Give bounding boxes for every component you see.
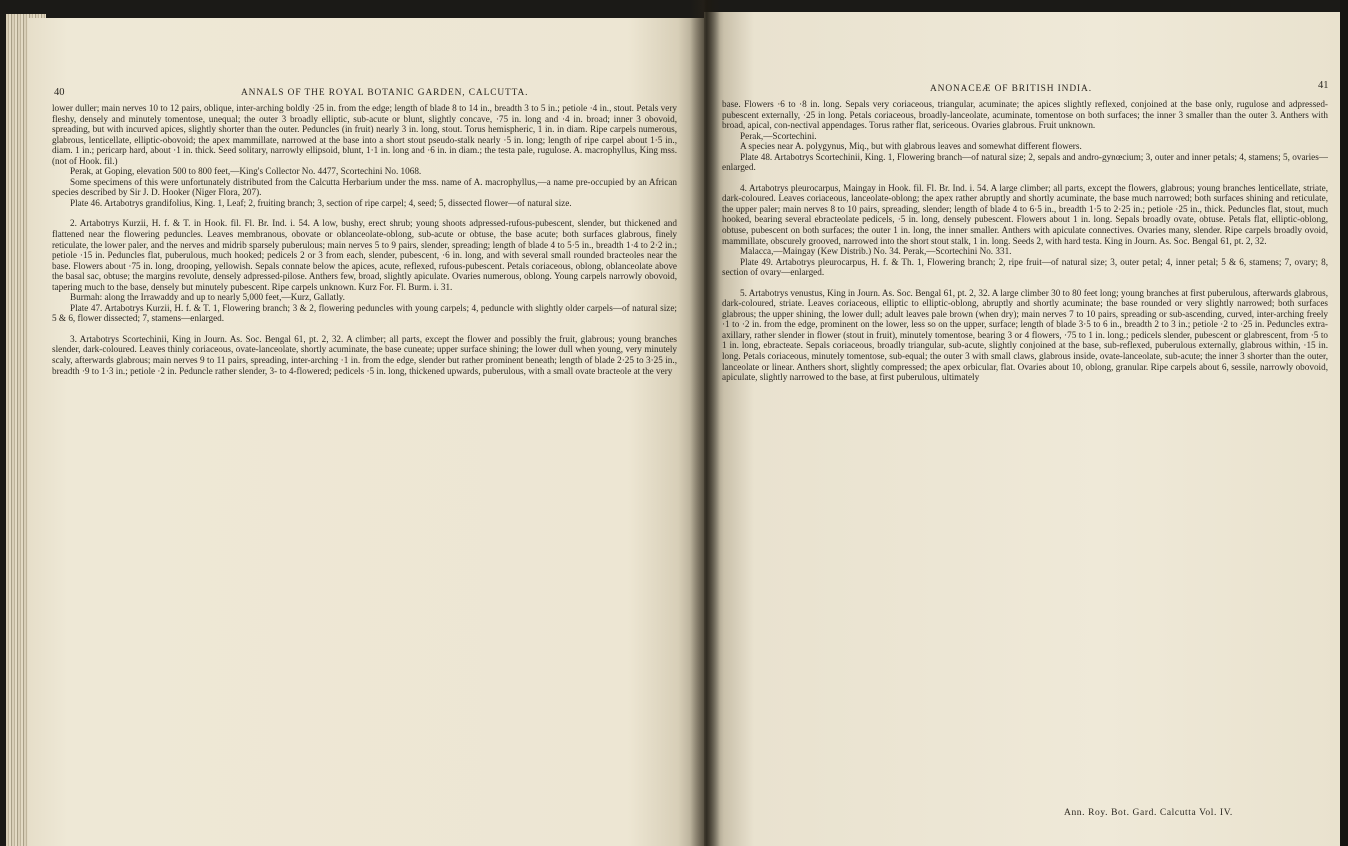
paragraph-r5: 4. Artabotrys pleurocarpus, Maingay in Hook. fil. Fl. Br. Ind. i. 54. A large climber; all parts, except the flowers, glabrous; young branches lenticellate, striate, dark-coloured. Leaves coriaceous, lanceolate-oblong; the apex rather abruptly and shortly acuminate, the base much narrowed; both surfaces shining and reticulate, the upper paler; main nerves 8 to 10 pairs, spreading, slender; length of blade 4 to 6·5 in., breadth 1·5 to 2·25 in.; petiole ·25 in., thick. Peduncles flat, stout, much hooked, bearing several ebracteolate pedicels, ·5 in. long, densely pubescent. Flowers about 1 in. long. Sepals broadly ovate, obtuse. Petals flat, elliptic-oblong, obtuse, pubescent on both surfaces; the outer 1 in. long, the inner smaller. Anthers with apiculate connectives. Ovaries many, slender. Ripe carpels broadly ovoid, mammillate, obscurely grooved, narrowed into the short stout stalk, 1 in. long. Seeds 2, with hard testa. King in Journ. As. Soc. Bengal 61, pt. 2, 32. bbox=[722, 182, 1328, 246]
paragraph-l8: 3. Artabotrys Scortechinii, King in Journ. As. Soc. Bengal 61, pt. 2, 32. A climber; all parts, except the flower and possibly the fruit, glabrous; young branches slender, dark-coloured. Leaves thinly coriaceous, ovate-lanceolate, shortly acuminate, the base cuneate; upper surface shining; the lower dull when young, very minutely scaly, afterwards glabrous; main nerves 9 to 11 pairs, spreading, inter-arching ·1 in. from the edge, slender but rather prominent beneath; length of blade 2·25 to 3·25 in., breadth ·9 to 1·3 in.; petiole ·2 in. Peduncle rather slender, 3- to 4-flowered; pedicels ·5 in. long, thickened upwards, puberulous, with a small ovate bracteole at the very bbox=[52, 333, 677, 376]
paragraph-gap bbox=[52, 324, 677, 334]
right-running-head: ANONACEÆ OF BRITISH INDIA. bbox=[930, 84, 1092, 94]
paragraph-r3: A species near A. polygynus, Miq., but with glabrous leaves and somewhat different flowers. bbox=[740, 141, 1082, 152]
paragraph-gap bbox=[722, 173, 1328, 183]
book-gutter-shadow bbox=[690, 0, 720, 846]
paragraph-r4: Plate 48. Artabotrys Scortechinii, King. 1, Flowering branch—of natural size; 2, sepals and andro-gynœcium; 3, outer and inner petals; 4, stamens; 5, ovaries—enlarged. bbox=[722, 151, 1328, 173]
right-scan-edge bbox=[1340, 0, 1348, 846]
paragraph-l6: Burmah: along the Irrawaddy and up to nearly 5,000 feet,—Kurz, Gallatly. bbox=[70, 292, 345, 303]
left-page-number: 40 bbox=[54, 87, 65, 98]
left-text-column bbox=[52, 103, 677, 376]
paragraph-l3: Some specimens of this were unfortunately distributed from the Calcutta Herbarium under the mss. name of A. macrophyllus,—a name pre-occupied by an African species described by Sir J. D. Hooker (Niger Flora, 207). bbox=[52, 176, 677, 198]
right-text-column bbox=[722, 99, 1328, 383]
left-running-head: ANNALS OF THE ROYAL BOTANIC GARDEN, CALCUTTA. bbox=[241, 88, 529, 98]
paragraph-r1: base. Flowers ·6 to ·8 in. long. Sepals very coriaceous, triangular, acuminate; the apices slightly reflexed, conjoined at the base only, rugulose and adpressed-pubescent externally, ·25 in long. Petals coriaceous, broadly-lanceolate, acuminate, tomentose on both surfaces; the inner 3 smaller than the outer 3. Anthers with broad, apical, con-nectival appendages. Torus rather flat, sericeous. Ovaries glabrous. Fruit unknown. bbox=[722, 99, 1328, 131]
paragraph-l7: Plate 47. Artabotrys Kurzii, H. f. & T. 1, Flowering branch; 3 & 2, flowering peduncles with young carpels; 4, peduncle with slightly older carpels—of natural size; 5 & 6, flower dissected; 7, stamens—enlarged. bbox=[52, 302, 677, 324]
right-page-number: 41 bbox=[1318, 80, 1329, 91]
volume-footer: Ann. Roy. Bot. Gard. Calcutta Vol. IV. bbox=[1064, 808, 1233, 818]
paragraph-l4: Plate 46. Artabotrys grandifolius, King. 1, Leaf; 2, fruiting branch; 3, section of ripe carpel; 4, seed; 5, dissected flower—of natural size. bbox=[70, 197, 572, 208]
paragraph-r2: Perak,—Scortechini. bbox=[740, 130, 817, 141]
paragraph-gap bbox=[52, 208, 677, 218]
paragraph-r8: 5. Artabotrys venustus, King in Journ. As. Soc. Bengal 61, pt. 2, 32. A large climber 30 to 80 feet long; young branches at first puberulous, afterwards glabrous, dark-coloured, striate. Leaves coriaceous, elliptic to elliptic-oblong, abruptly and shortly acuminate; the base rounded or very slightly narrowed; both surfaces glabrous; the upper shining, the lower dull; adult leaves pale brown (when dry); main nerves 7 to 10 pairs, spreading or sub-ascending, curved, inter-arching freely ·1 to ·2 in. from the edge, prominent on the lower, less so on the upper, surface; length of blade 3·5 to 6 in., breadth 2 to 3 in.; petiole ·2 to ·25 in. Peduncles extra-axillary, rather slender in flower (stout in fruit), minutely tomentose, bearing 3 or 4 flowers, ·75 to 1 in. long.; pedicels slender, pubescent or glabrescent, from ·5 to 1 in. long, ebracteate. Sepals coriaceous, broadly triangular, sub-acute, slightly conjoined at the base, sub-reflexed, puberulous externally, glabrous within, ·15 in. long. Petals coriaceous, minutely tomentose, sub-equal; the outer 3 with small claws, glabrous inside, ovate-lanceolate, sub-acute; the inner 3 shorter than the outer, lanceolate or linear. Anthers short, slightly compressed; the apex orbicular, flat. Ovaries about 10, oblong, granular. Ripe carpels about 6, sessile, narrowly obovoid, apiculate, slightly narrowed to the base, at first puberulous, ultimately bbox=[722, 287, 1328, 383]
paragraph-gap bbox=[722, 278, 1328, 288]
paragraph-r7: Plate 49. Artabotrys pleurocarpus, H. f. & Th. 1, Flowering branch; 2, ripe fruit—of natural size; 3, outer petal; 4, inner petal; 5 & 6, stamens; 7, ovary; 8, section of ovary—enlarged. bbox=[722, 256, 1328, 278]
paragraph-l1: lower duller; main nerves 10 to 12 pairs, oblique, inter-arching boldly ·25 in. from the edge; length of blade 8 to 14 in., breadth 3 to 5 in.; petiole ·4 in., stout. Petals very fleshy, densely and minutely tomentose, unequal; the outer 3 broadly elliptic, sub-acute or blunt, slightly concave, ·75 in. long and ·4 in. broad; inner 3 obovoid, spreading, but with incurved apices, slightly shorter than the outer. Peduncles (in fruit) nearly 3 in. long, stout. Torus hemispheric, 1 in. in diam. Ripe carpels numerous, glabrous, lenticellate, elliptic-obovoid; the apex mammillate, narrowed at the base into a short stout pseudo-stalk nearly ·5 in. long; length of ripe carpel about 1·5 in., diam. 1 in.; pericarp hard, about ·1 in. thick. Seed solitary, narrowly ellipsoid, blunt, 1·1 in. long and ·6 in. in diam.; the testa pale, rugulose. A. macrophyllus, King mss. (not of Hook. fil.) bbox=[52, 103, 677, 166]
paragraph-l5: 2. Artabotrys Kurzii, H. f. & T. in Hook. fil. Fl. Br. Ind. i. 54. A low, bushy, erect shrub; young shoots adpressed-rufous-pubescent, slender, but thickened and flattened near the flowering peduncles. Leaves membranous, obovate or oblanceolate-oblong, sub-acute or obtuse, the base acute; both surfaces glabrous, finely reticulate, the lower paler, and the nerves and midrib sparsely puberulous; main nerves 5 to 9 pairs, slender, spreading; length of blade 4 to 5·5 in., breadth 1·4 to 2·2 in.; petiole ·15 in. Peduncles flat, puberulous, much hooked; pedicels 2 or 3 from each, slender, pubescent, ·6 in. long, and with several small rounded bracteoles near the base. Flowers about ·75 in. long, drooping, yellowish. Sepals connate below the apices, acute, reflexed, rufous-pubescent. Petals coriaceous, oblong, oblanceolate above the basal sac, obtuse; the margins revolute, densely adpressed-pilose. Anthers few, broad, slightly apiculate. Ovaries numerous, oblong. Young carpels narrowly obovoid, tapering much to the base, densely but minutely pubescent. Ripe carpels unknown. Kurz For. Fl. Burm. i. 31. bbox=[52, 218, 677, 292]
paragraph-r6: Malacca,—Maingay (Kew Distrib.) No. 34. Perak,—Scortechini No. 331. bbox=[740, 246, 1012, 257]
paragraph-l2: Perak, at Goping, elevation 500 to 800 feet,—King's Collector No. 4477, Scortechini No. 1068. bbox=[70, 166, 422, 177]
